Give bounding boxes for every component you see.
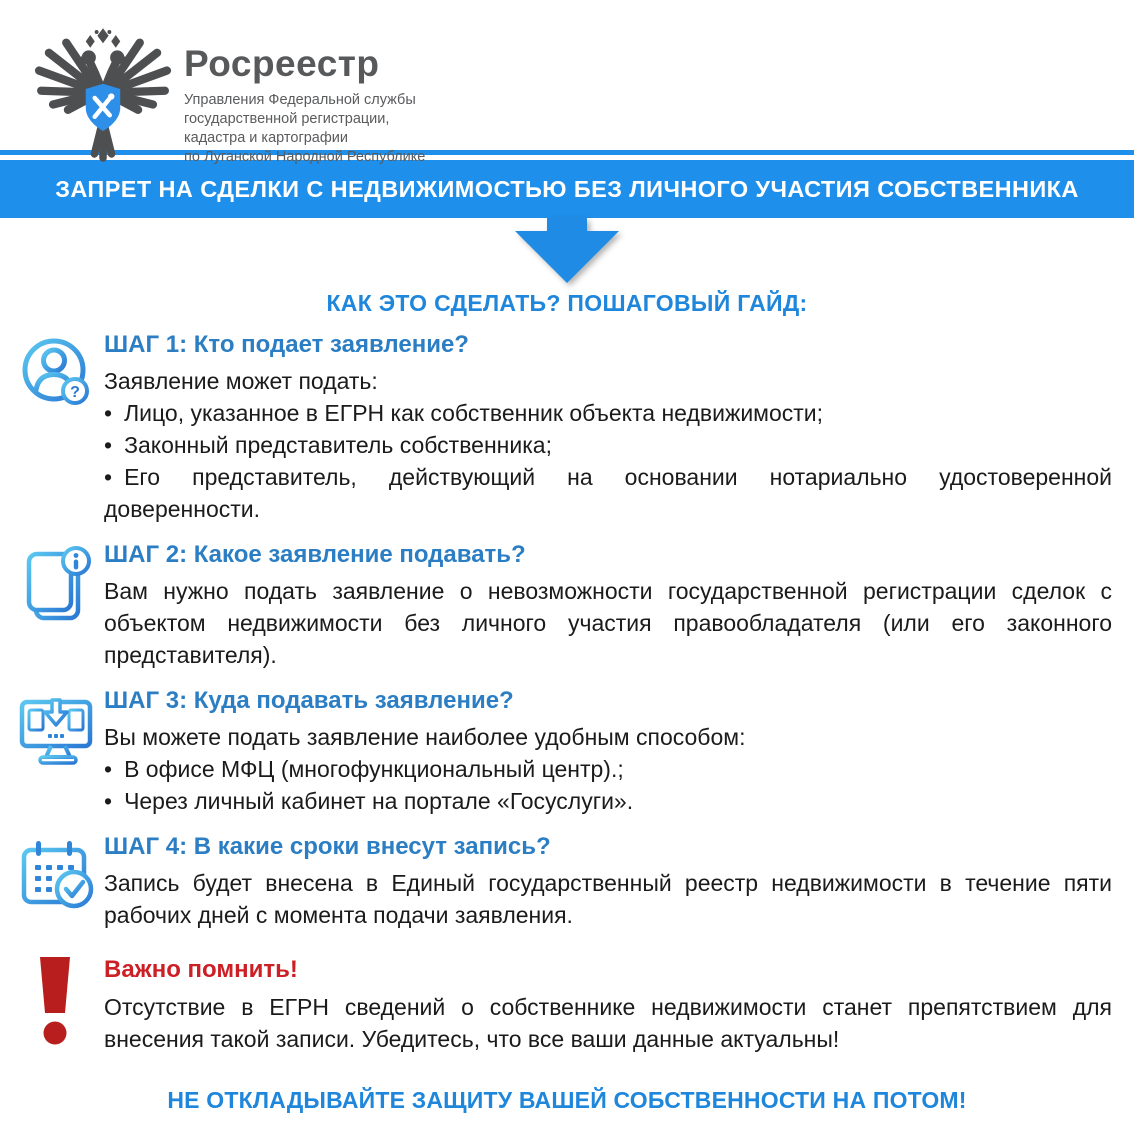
brand-subtitle-line: Управления Федеральной службы	[184, 92, 416, 108]
step-3-icon-box	[16, 686, 104, 817]
step-3-bullet: • Через личный кабинет на портале «Госуслуги».	[104, 788, 634, 814]
bullet-dot: •	[104, 788, 113, 814]
step-4	[16, 832, 1112, 931]
step-3-content	[104, 686, 1112, 817]
brand-block	[184, 20, 425, 167]
warning-section	[0, 955, 1134, 1055]
step-3-intro: Вы можете подать заявление наиболее удобным способом:	[104, 724, 746, 750]
bullet-dot: •	[104, 400, 113, 426]
step-4-icon-box	[16, 832, 104, 931]
brand-subtitle	[184, 91, 425, 167]
svg-text:?: ?	[70, 384, 80, 401]
warning-content	[104, 955, 1112, 1055]
brand-subtitle-line: кадастра и картографии	[184, 130, 348, 146]
step-1	[16, 330, 1112, 525]
brand-subtitle-line: государственной регистрации,	[184, 111, 390, 127]
step-4-body: Запись будет внесена в Единый государственный реестр недвижимости в течение пяти рабочих дней с момента подачи заявления.	[104, 870, 1112, 928]
calendar-check-icon	[16, 836, 100, 916]
warning-body: Отсутствие в ЕГРН сведений о собственнике недвижимости станет препятствием для внесения такой записи. Убедитесь, что все ваши данные актуальны!	[104, 994, 1112, 1052]
double-headed-eagle-icon	[28, 20, 178, 170]
arrow-row	[0, 218, 1134, 284]
brand-title: Росреестр	[184, 43, 380, 84]
header	[0, 0, 1134, 165]
step-1-content	[104, 330, 1112, 525]
document-info-icon	[16, 544, 96, 628]
bullet-dot: •	[104, 756, 113, 782]
banner-title: ЗАПРЕТ НА СДЕЛКИ С НЕДВИЖИМОСТЬЮ БЕЗ ЛИЧНОГО УЧАСТИЯ СОБСТВЕННИКА	[55, 175, 1079, 202]
rosreestr-eagle-logo	[28, 20, 178, 170]
footer-slogan: НЕ ОТКЛАДЫВАЙТЕ ЗАЩИТУ ВАШЕЙ СОБСТВЕННОСТИ НА ПОТОМ!	[167, 1087, 967, 1113]
step-1-bullet: • Его представитель, действующий на основании нотариально удостоверенной доверенности.	[104, 464, 1112, 522]
step-2-body: Вам нужно подать заявление о невозможности государственной регистрации сделок с объектом недвижимости без личного участия правообладателя (или его законного представителя).	[104, 578, 1112, 668]
step-1-bullet: • Лицо, указанное в ЕГРН как собственник объекта недвижимости;	[104, 400, 824, 426]
person-question-icon	[16, 334, 96, 414]
step-3-bullet: • В офисе МФЦ (многофункциональный центр).;	[104, 756, 624, 782]
steps-list	[0, 317, 1134, 931]
down-arrow-icon	[507, 218, 627, 284]
step-4-heading: ШАГ 4: В какие сроки внесут запись?	[104, 833, 551, 860]
exclamation-icon	[32, 957, 78, 1049]
step-2-icon-box	[16, 540, 104, 671]
step-1-intro: Заявление может подать:	[104, 368, 378, 394]
step-2	[16, 540, 1112, 671]
step-1-bullet: • Законный представитель собственника;	[104, 432, 552, 458]
warning-heading: Важно помнить!	[104, 956, 298, 983]
bullet-dot: •	[104, 464, 113, 490]
step-4-content	[104, 832, 1112, 931]
bullet-dot: •	[104, 432, 113, 458]
step-2-content	[104, 540, 1112, 671]
monitor-download-icon	[16, 690, 100, 770]
warning-icon-box	[32, 955, 104, 1055]
step-3	[16, 686, 1112, 817]
step-2-heading: ШАГ 2: Какое заявление подавать?	[104, 541, 526, 568]
step-1-heading: ШАГ 1: Кто подает заявление?	[104, 331, 469, 358]
step-1-icon-box	[16, 330, 104, 525]
step-3-heading: ШАГ 3: Куда подавать заявление?	[104, 687, 514, 714]
guide-heading: КАК ЭТО СДЕЛАТЬ? ПОШАГОВЫЙ ГАЙД:	[326, 290, 808, 316]
brand-subtitle-line: по Луганской Народной Республике	[184, 149, 426, 165]
